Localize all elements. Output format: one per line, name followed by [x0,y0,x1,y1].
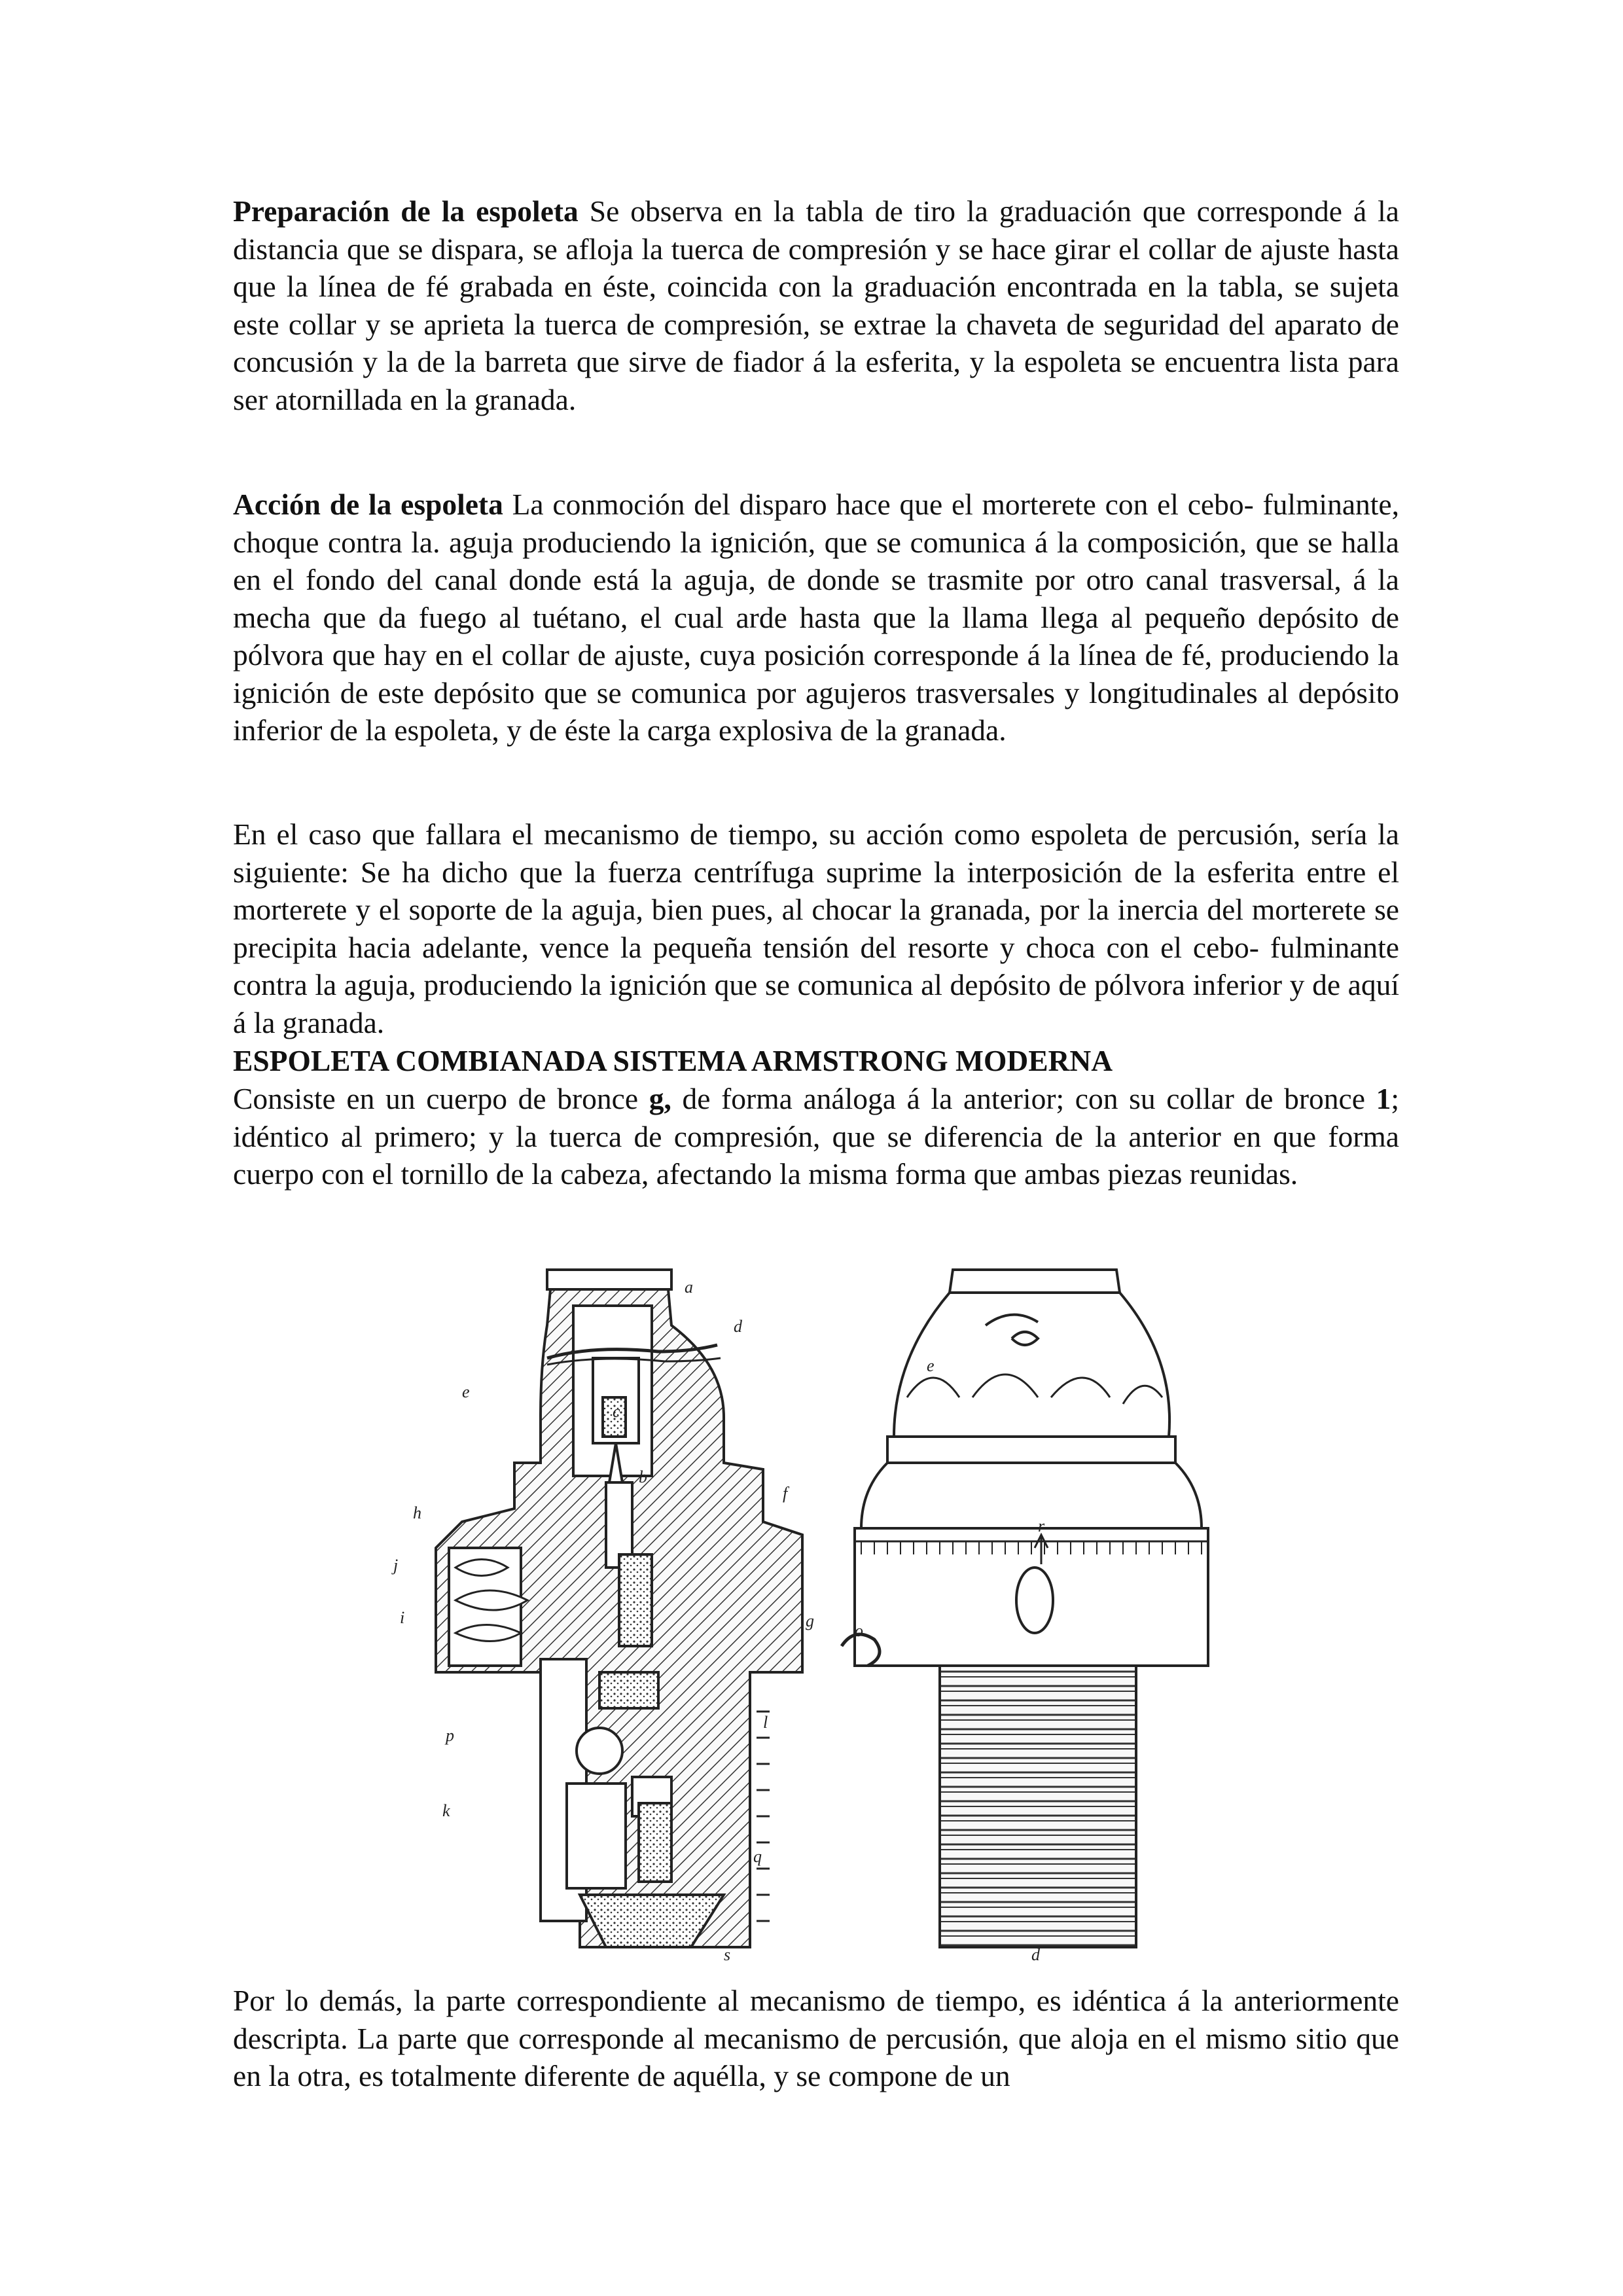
bold-g: g, [649,1082,671,1115]
text-fallo: En el caso que fallara el mecanismo de tiempo, su acción como espoleta de percusión, sería la siguiente: Se ha dicho que la fuerza centrífuga suprime la interposición de la esferita entre el morterete y el soporte de la aguja, bien pues, al chocar la granada, por la inercia del morterete se precipita hacia adelante, vence la pequeña tensión del resorte y choca con el cebo- fulminante contra la aguja, produciendo la ignición que se comunica al depósito de pólvora inferior y de aquí á la granada. [233,817,1399,1039]
bold-1: 1 [1376,1082,1391,1115]
label-o: o [855,1621,863,1640]
label-e-right: e [927,1356,935,1375]
label-j: j [393,1556,399,1575]
label-b: b [639,1467,647,1486]
paragraph-accion [233,486,1399,749]
label-c: c [613,1402,620,1421]
label-k: k [442,1801,450,1820]
text-accion: La conmoción del disparo hace que el morterete con el cebo- fulminante, choque contra la. aguja produciendo la ignición, que se comunica á la composición, que se halla en el fondo del canal donde está la aguja, de donde se trasmite por otro canal trasversal, á la mecha que da fuego al tuétano, el cual arde hasta que la llama llega al pequeño depósito de pólvora que hay en el collar de ajuste, cuya posición corresponde á la línea de fé, produciendo la ignición de este depósito que se comunica por agujeros trasversales y longitudinales al depósito inferior de la espoleta, y de éste la carga explosiva de la granada. [233,488,1399,747]
section-heading: ESPOLETA COMBIANADA SISTEMA ARMSTRONG MODERNA [233,1044,1113,1077]
text-consiste-3: ; idéntico al primero; y la tuerca de compresión, que se diferencia de la anterior en que forma cuerpo con el tornillo de la cabeza, afectando la misma forma que ambas piezas reunidas. [233,1082,1399,1191]
label-l: l [763,1713,768,1732]
label-e: e [462,1382,470,1401]
label-s: s [724,1945,731,1964]
label-d-right: d [1031,1945,1040,1964]
label-q: q [753,1847,762,1866]
fuze-figure [383,1266,1241,1967]
label-d: d [734,1317,742,1336]
text-preparacion: Se observa en la tabla de tiro la graduación que corresponde á la distancia que se dispara, se afloja la tuerca de compresión y se hace girar el collar de ajuste hasta que la línea de fé grabada en éste, coincida con la graduación encontrada en la tabla, se sujeta este collar y se aprieta la tuerca de compresión, se extrae la chaveta de seguridad del aparato de concusión y la de la barreta que sirve de fiador á la esferita, y la espoleta se encuentra lista para ser atornillada en la granada. [233,194,1400,416]
label-r: r [1038,1516,1045,1535]
heading-accion: Acción de la espoleta [233,488,503,521]
label-h: h [413,1503,421,1522]
label-a: a [685,1278,693,1297]
fuze-illustration [383,1266,1241,1967]
paragraph-fallo [233,816,1399,1041]
label-f: f [783,1484,788,1503]
label-g: g [806,1611,814,1630]
text-consiste-1: Consiste en un cuerpo de bronce [233,1082,649,1115]
paragraph-preparacion [233,192,1399,418]
label-i: i [400,1608,405,1627]
external-view-drawing [842,1270,1208,1947]
label-p: p [446,1726,454,1745]
paragraph-consiste [233,1080,1399,1193]
text-consiste-2: de forma análoga á la anterior; con su collar de bronce [671,1082,1376,1115]
cross-section-drawing [436,1270,802,1947]
paragraph-por-lo-demas [233,1982,1399,2095]
text-por-lo-demas: Por lo demás, la parte correspondiente al mecanismo de tiempo, es idéntica á la anteriormente descripta. La parte que corresponde al mecanismo de percusión, que aloja en el mismo sitio que en la otra, es totalmente diferente de aquélla, y se compone de un [233,1984,1399,2092]
heading-preparacion: Preparación de la espoleta [233,194,579,228]
